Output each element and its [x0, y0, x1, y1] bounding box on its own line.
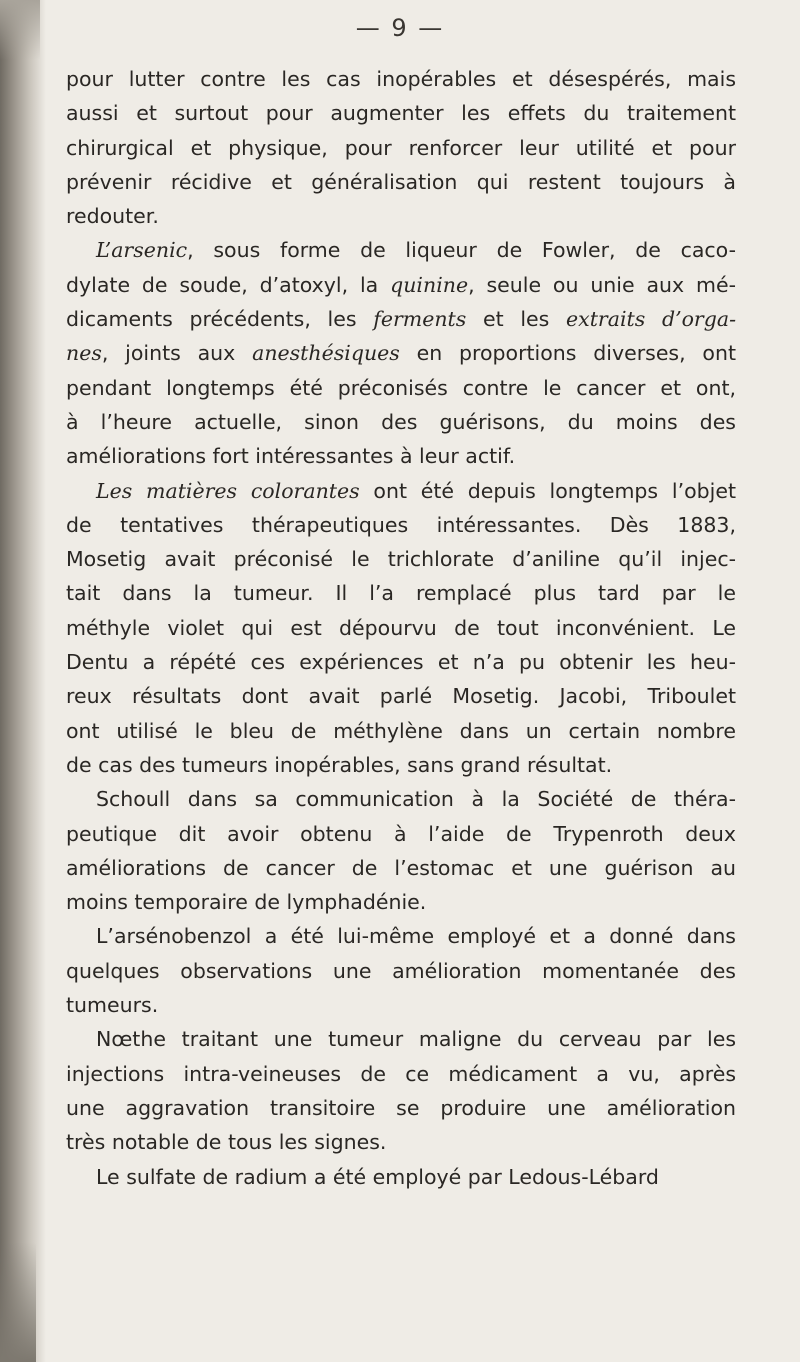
text-line	[66, 302, 736, 336]
italic-term: nes	[66, 341, 102, 366]
page-binding-shadow	[0, 0, 46, 1362]
text-line	[66, 954, 736, 988]
text-run: , sous forme de liqueur de Fowler, de caco-	[187, 238, 736, 263]
text-run: dicaments précédents, les	[66, 307, 374, 332]
text-line	[66, 508, 736, 542]
italic-term: Les matières colorantes	[96, 478, 360, 503]
text-run: L’arsénobenzol a été lui-même employé et a donné dans	[96, 924, 736, 949]
text-line	[66, 645, 736, 679]
text-run: de tentatives thérapeutiques intéressantes. Dès 1883,	[66, 512, 736, 537]
text-line	[66, 611, 736, 645]
text-line	[66, 199, 736, 233]
text-run: pendant longtemps été préconisés contre le cancer et ont,	[66, 375, 736, 400]
text-run: améliorations de cancer de l’estomac et une guérison au	[66, 855, 736, 880]
text-run: , joints aux	[101, 341, 253, 366]
text-run: à l’heure actuelle, sinon des guérisons, du moins des	[66, 409, 736, 434]
text-line	[66, 1125, 736, 1159]
text-run: Nœthe traitant une tumeur maligne du cerveau par les	[96, 1027, 736, 1052]
italic-term: anesthésiques	[252, 341, 400, 366]
text-run: pour lutter contre les cas inopérables et désespérés, mais	[66, 67, 736, 91]
text-line	[66, 1022, 736, 1056]
text-run: quelques observations une amélioration momentanée des	[66, 958, 736, 983]
text-line	[66, 782, 736, 816]
text-line	[66, 748, 736, 782]
page-number: — 9 —	[355, 14, 445, 42]
body-text	[66, 62, 736, 1194]
text-run: Mosetig avait préconisé le trichlorate d’aniline qu’il injec-	[66, 547, 736, 572]
text-line	[66, 405, 736, 439]
text-line	[66, 679, 736, 713]
text-run: très notable de tous les signes.	[66, 1130, 387, 1155]
text-run: redouter.	[66, 204, 159, 229]
text-line	[66, 474, 736, 508]
binding-stain-bottom	[0, 1242, 36, 1362]
text-line	[66, 96, 736, 130]
text-run: reux résultats dont avait parlé Mosetig. Jacobi, Triboulet	[66, 684, 736, 709]
text-run: une aggravation transitoire se produire une amélioration	[66, 1095, 736, 1120]
text-line	[66, 268, 736, 302]
text-line	[66, 439, 736, 473]
text-line	[66, 714, 736, 748]
text-line	[66, 885, 736, 919]
text-line	[66, 817, 736, 851]
text-line	[66, 1091, 736, 1125]
text-line	[66, 542, 736, 576]
italic-term: quinine	[390, 272, 469, 297]
text-run: améliorations fort intéressantes à leur actif.	[66, 444, 516, 469]
text-line	[66, 233, 736, 267]
text-run: dylate de soude, d’atoxyl, la	[66, 272, 391, 297]
text-run: Schoull dans sa communication à la Société de théra-	[96, 787, 736, 812]
text-line	[66, 919, 736, 953]
text-run: prévenir récidive et généralisation qui restent toujours à	[66, 169, 736, 194]
text-run: aussi et surtout pour augmenter les effets du traitement	[66, 101, 736, 126]
text-run: méthyle violet qui est dépourvu de tout inconvénient. Le	[66, 615, 736, 640]
text-line	[66, 62, 736, 96]
text-run: Dentu a répété ces expériences et n’a pu obtenir les heu-	[66, 650, 736, 675]
text-line	[66, 131, 736, 165]
italic-term: ferments	[373, 307, 467, 332]
text-line	[66, 371, 736, 405]
italic-term: extraits d’orga-	[566, 307, 736, 332]
text-run: en proportions diverses, ont	[399, 341, 736, 366]
italic-term: L’arsenic	[96, 238, 188, 263]
text-line	[66, 336, 736, 370]
text-run: peutique dit avoir obtenu à l’aide de Trypenroth deux	[66, 821, 736, 846]
text-run: tait dans la tumeur. Il l’a remplacé plus tard par le	[66, 581, 736, 606]
text-run: ont utilisé le bleu de méthylène dans un certain nombre	[66, 718, 736, 743]
text-run: de cas des tumeurs inopérables, sans grand résultat.	[66, 752, 613, 777]
text-run: Le sulfate de radium a été employé par Ledous-Lébard	[96, 1164, 659, 1189]
text-run: tumeurs.	[66, 993, 159, 1018]
text-line	[66, 988, 736, 1022]
text-run: , seule ou unie aux mé-	[468, 272, 736, 297]
text-line	[66, 1160, 736, 1194]
text-run: chirurgical et physique, pour renforcer leur utilité et pour	[66, 135, 736, 160]
text-run: injections intra-veineuses de ce médicament a vu, après	[66, 1061, 736, 1086]
text-line	[66, 576, 736, 610]
text-run: et les	[466, 307, 566, 332]
text-line	[66, 851, 736, 885]
text-run: moins temporaire de lymphadénie.	[66, 890, 427, 915]
text-line	[66, 165, 736, 199]
text-run: ont été depuis longtemps l’objet	[359, 478, 736, 503]
text-line	[66, 1057, 736, 1091]
